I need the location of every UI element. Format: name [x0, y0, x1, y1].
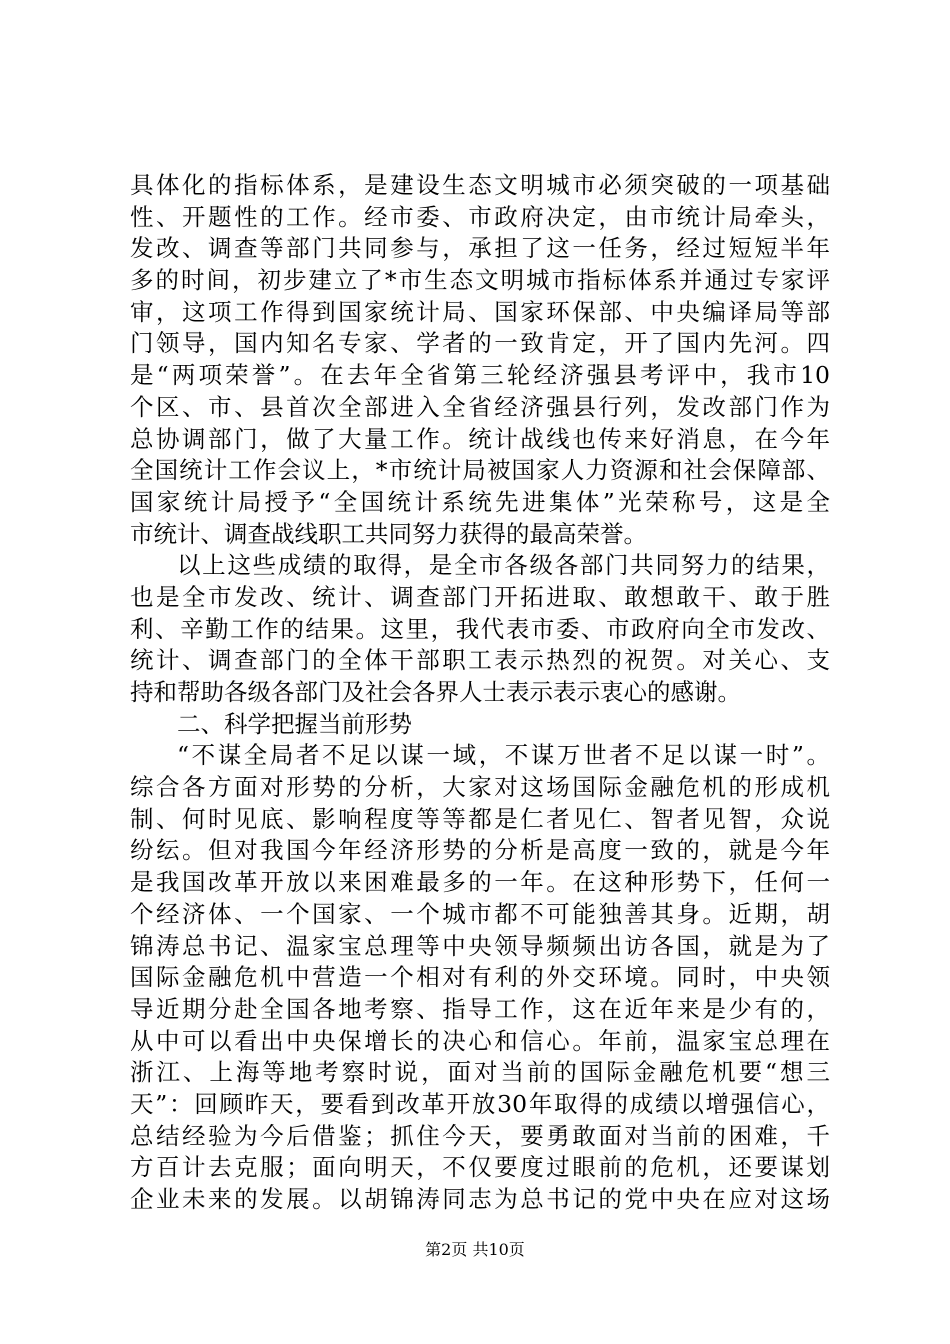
text-line: 个区、市、县首次全部进入全省经济强县行列，发改部门作为: [130, 392, 830, 421]
text-line: 综合各方面对形势的分析，大家对这场国际金融危机的形成机: [130, 773, 830, 802]
text-line: 具体化的指标体系，是建设生态文明城市必须突破的一项基础: [130, 171, 830, 199]
text-line: 锦涛总书记、温家宝总理等中央领导频频出访各国，就是为了: [130, 931, 830, 960]
document-body: [130, 170, 830, 1216]
text-line: 利、辛勤工作的结果。这里，我代表市委、市政府向全市发改、: [130, 614, 830, 643]
text-line: 以上这些成绩的取得，是全市各级各部门共同努力的结果，: [177, 551, 830, 580]
text-line: 从中可以看出中央保增长的决心和信心。年前，温家宝总理在: [130, 1026, 830, 1055]
text-line: 也是全市发改、统计、调查部门开拓进取、敢想敢干、敢于胜: [130, 582, 830, 611]
text-line: 国际金融危机中营造一个相对有利的外交环境。同时，中央领: [130, 963, 830, 992]
text-line: 浙江、上海等地考察时说，面对当前的国际金融危机要“想三: [130, 1058, 830, 1087]
text-line: 导近期分赴全国各地考察、指导工作，这在近年来是少有的，: [130, 994, 830, 1023]
text-line: 方百计去克服；面向明天，不仅要度过眼前的危机，还要谋划: [130, 1153, 830, 1182]
text-line: 是“两项荣誉”。在去年全省第三轮经济强县考评中，我市10: [130, 361, 830, 390]
text-line: 总结经验为今后借鉴；抓住今天，要勇敢面对当前的困难，千: [130, 1121, 830, 1150]
text-line: 市统计、调查战线职工共同努力获得的最高荣誉。: [130, 519, 647, 548]
text-line: 制、何时见底、影响程度等等都是仁者见仁、智者见智，众说: [130, 804, 830, 833]
text-line: 个经济体、一个国家、一个城市都不可能独善其身。近期，胡: [130, 899, 830, 928]
text-line: 二、科学把握当前形势: [177, 709, 412, 738]
page-number: 第2页 共10页: [425, 1240, 525, 1259]
text-line: 多的时间，初步建立了*市生态文明城市指标体系并通过专家评: [130, 266, 830, 295]
text-line: 发改、调查等部门共同参与，承担了这一任务，经过短短半年: [130, 234, 830, 263]
text-line: 持和帮助各级各部门及社会各界人士表示表示衷心的感谢。: [130, 678, 741, 706]
text-line: 天”：回顾昨天，要看到改革开放30年取得的成绩以增强信心，: [130, 1089, 830, 1118]
text-line: 纷纭。但对我国今年经济形势的分析是高度一致的，就是今年: [130, 836, 830, 865]
text-line: 企业未来的发展。以胡锦涛同志为总书记的党中央在应对这场: [130, 1185, 830, 1213]
page-footer: [0, 1240, 950, 1260]
text-line: 总协调部门，做了大量工作。统计战线也传来好消息，在今年: [130, 424, 830, 453]
text-line: 统计、调查部门的全体干部职工表示热烈的祝贺。对关心、支: [130, 646, 830, 675]
text-line: 是我国改革开放以来困难最多的一年。在这种形势下，任何一: [130, 868, 830, 897]
text-line: “不谋全局者不足以谋一域，不谋万世者不足以谋一时”。: [177, 741, 830, 770]
text-line: 全国统计工作会议上，*市统计局被国家人力资源和社会保障部、: [130, 456, 830, 485]
text-line: 审，这项工作得到国家统计局、国家环保部、中央编译局等部: [130, 297, 830, 326]
text-line: 门领导，国内知名专家、学者的一致肯定，开了国内先河。四: [130, 329, 830, 358]
text-line: 国家统计局授予“全国统计系统先进集体”光荣称号，这是全: [130, 487, 830, 516]
text-line: 性、开题性的工作。经市委、市政府决定，由市统计局牵头，: [130, 202, 830, 231]
